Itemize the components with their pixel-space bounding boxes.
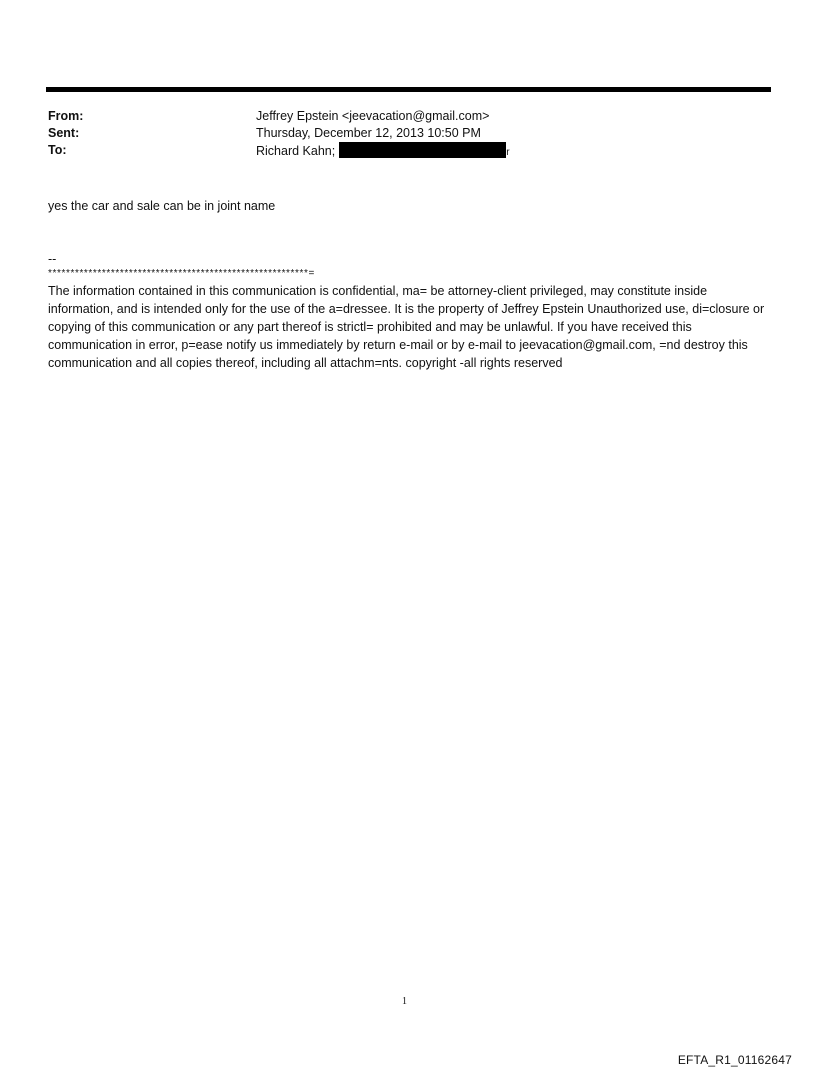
to-value-container <box>256 142 510 161</box>
header-divider <box>46 87 771 92</box>
to-label: To: <box>48 143 67 157</box>
from-value: Jeffrey Epstein <jeevacation@gmail.com> <box>256 109 490 123</box>
page-number: 1 <box>402 996 407 1007</box>
message-body: yes the car and sale can be in joint name <box>48 199 276 213</box>
sent-label: Sent: <box>48 126 80 140</box>
redaction-tail: r <box>506 147 510 158</box>
sent-value: Thursday, December 12, 2013 10:50 PM <box>256 126 481 140</box>
from-label: From: <box>48 109 84 123</box>
email-header <box>48 108 768 159</box>
signature-dash: -- <box>48 252 57 266</box>
signature-stars: **********************************************************= <box>48 268 315 279</box>
signature-block <box>48 252 772 372</box>
confidentiality-disclaimer: The information contained in this communication is confidential, ma= be attorney-client privileged, may constitute inside information, and is intended only for the use of the a=dressee. It is the property of Jeffrey Epstein Unauthorized use, di=closure or copying of this communication or any part thereof is strictl= prohibited and may be unlawful. If you have received this communication in error, p=ease notify us immediately by return e-mail or by e-mail to jeevacation@gmail.com, =nd destroy this communication and all copies thereof, including all attachm=nts. copyright -all rights reserved <box>48 284 765 370</box>
to-value: Richard Kahn; <box>256 144 336 158</box>
to-row <box>48 142 768 159</box>
from-row <box>48 108 768 125</box>
document-id: EFTA_R1_01162647 <box>677 1053 792 1067</box>
sent-row <box>48 125 768 142</box>
redaction-box <box>339 142 506 158</box>
